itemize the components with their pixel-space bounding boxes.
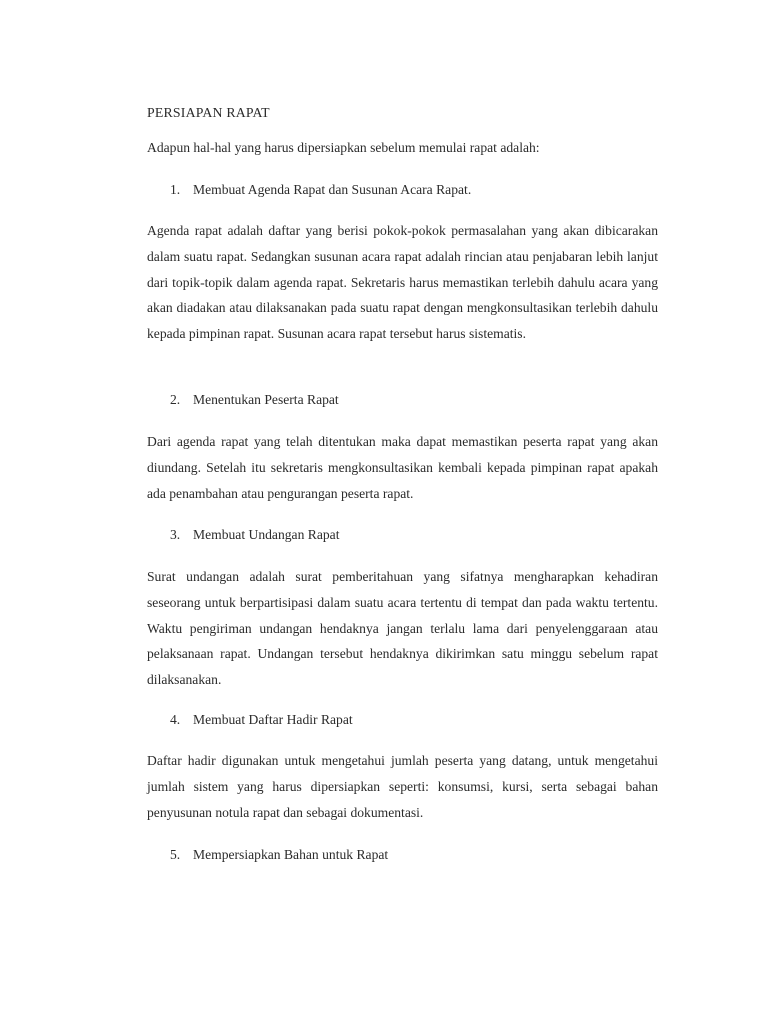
section-2-paragraph: Dari agenda rapat yang telah ditentukan maka dapat memastikan peserta rapat yang akan diundang. Setelah itu sekretaris mengkonsultasikan kembali kepada pimpinan rapat apakah ada penambahan atau pengurangan peserta rapat. [147,434,658,501]
list-item-number: 4. [170,712,181,727]
list-item-heading: Membuat Daftar Hadir Rapat [193,712,353,727]
list-item-number: 1. [170,182,181,197]
section-3-paragraph: Surat undangan adalah surat pemberitahuan yang sifatnya mengharapkan kehadiran seseorang untuk berpartisipasi dalam suatu acara tertentu di tempat dan pada waktu tertentu. Waktu pengiriman undangan hendaknya jangan terlalu lama dari penyelenggaraan atau pelaksanaan rapat. Undangan tersebut hendaknya dikirimkan satu minggu sebelum rapat dilaksanakan. [147,569,658,688]
list-item-heading: Mempersiapkan Bahan untuk Rapat [193,847,389,862]
list-item-1 [170,181,471,199]
list-item-heading: Membuat Agenda Rapat dan Susunan Acara Rapat. [193,182,472,197]
list-item-3 [170,526,339,544]
section-4-paragraph: Daftar hadir digunakan untuk mengetahui jumlah peserta yang datang, untuk mengetahui jumlah sistem yang harus dipersiapkan seperti: konsumsi, kursi, serta sebagai bahan penyusunan notula rapat dan sebagai dokumentasi. [147,753,658,820]
list-item-5 [170,846,388,864]
list-item-heading: Menentukan Peserta Rapat [193,392,339,407]
list-item-4 [170,711,353,729]
intro-paragraph: Adapun hal-hal yang harus dipersiapkan sebelum memulai rapat adalah: [147,140,540,155]
list-item-2 [170,391,339,409]
list-item-heading: Membuat Undangan Rapat [193,527,340,542]
section-1-paragraph: Agenda rapat adalah daftar yang berisi pokok-pokok permasalahan yang akan dibicarakan dalam suatu rapat. Sedangkan susunan acara rapat adalah rincian atau penjabaran lebih lanjut dari topik-topik dalam agenda rapat. Sekretaris harus memastikan terlebih dahulu acara yang akan diadakan atau dilaksanakan pada suatu rapat dengan mengkonsultasikan terlebih dahulu kepada pimpinan rapat. Susunan acara rapat tersebut harus sistematis. [147,223,658,342]
list-item-number: 3. [170,527,181,542]
list-item-number: 5. [170,847,181,862]
list-item-number: 2. [170,392,181,407]
document-title: PERSIAPAN RAPAT [147,105,270,120]
